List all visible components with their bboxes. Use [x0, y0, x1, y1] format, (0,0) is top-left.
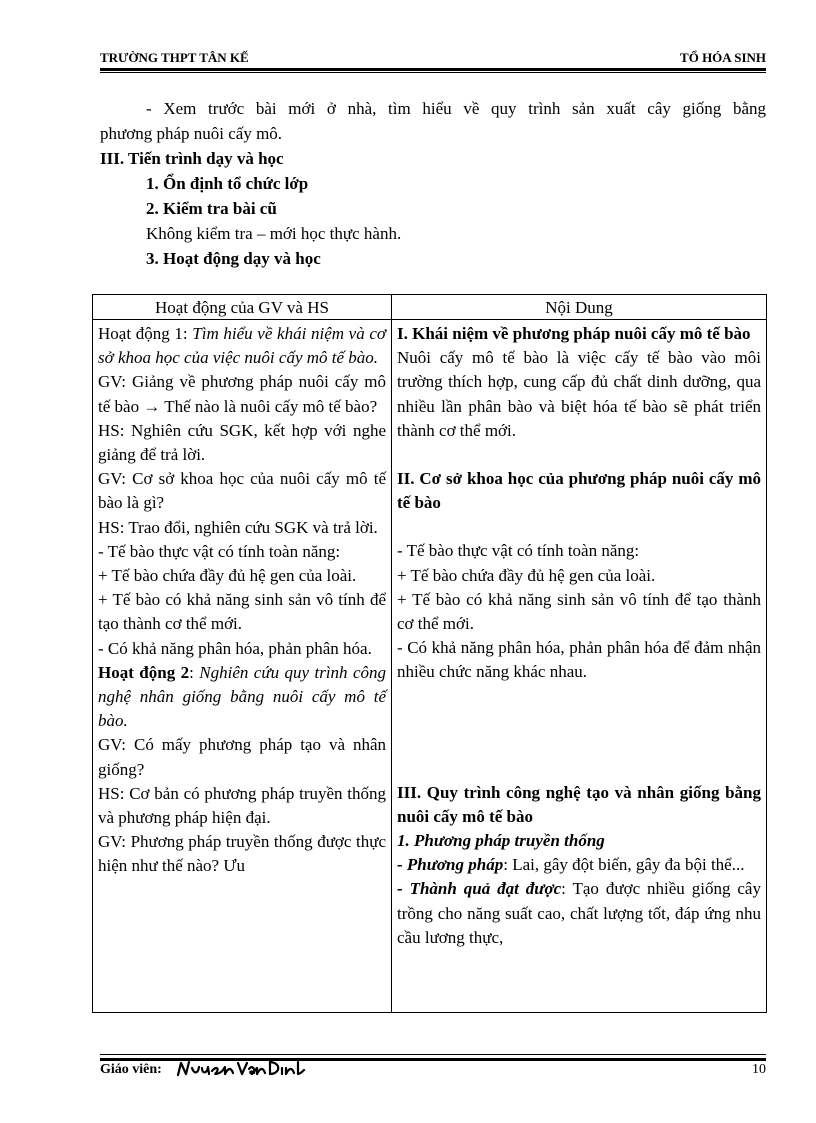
prep-line: - Xem trước bài mới ở nhà, tìm hiểu về quy trình sản xuất cây giống bằng	[146, 99, 766, 118]
teacher-label: Giáo viên:	[100, 1062, 162, 1077]
section-heading: III. Tiến trình dạy và học	[100, 149, 284, 168]
teacher-signature	[176, 1058, 306, 1080]
activities-cell	[93, 320, 392, 1013]
section-3-title: III. Quy trình công nghệ tạo và nhân giống bằng nuôi cấy mô tế bào	[397, 782, 761, 826]
table-row	[93, 320, 767, 1013]
intro-section	[100, 96, 766, 271]
section-1-title: I. Khái niệm về phương pháp nuôi cấy mô tế bào	[397, 324, 751, 343]
list-item: - Có khả năng phân hóa, phản phân hóa để đảm nhận nhiều chức năng khác nhau.	[397, 638, 761, 682]
header-rule	[100, 68, 766, 71]
step-1: 1. Ổn định tổ chức lớp	[146, 174, 309, 193]
list-item: + Tế bào có khả năng sinh sản vô tính để tạo thành cơ thể mới.	[98, 590, 386, 634]
list-item: HS: Trao đổi, nghiên cứu SGK và trả lời.	[98, 517, 378, 537]
step-2-note: Không kiểm tra – mới học thực hành.	[146, 224, 402, 243]
activity-2: Hoạt động 2: Nghiên cứu quy trình công nghệ nhân giống bằng nuôi cấy mô tế bào.	[98, 662, 386, 731]
list-item: GV: Giảng về phương pháp nuôi cấy mô tế bào → Thế nào là nuôi cấy mô tế bào?	[98, 372, 386, 416]
table-header-row	[93, 295, 767, 320]
method-item: - Phương pháp: Lai, gây đột biến, gây đa bội thể...	[397, 855, 745, 875]
activity-1: Hoạt động 1: Tìm hiểu về khái niệm và cơ sở khoa học của việc nuôi cấy mô tế bào.	[98, 324, 387, 368]
step-3: 3. Hoạt động dạy và học	[146, 249, 321, 268]
section-1-body: Nuôi cấy mô tế bào là việc cấy tế bào vào môi trường thích hợp, cung cấp đủ chất dinh dưỡng, qua nhiều lần phân bào và biệt hóa tế bào sẽ phát triển thành cơ thể mới.	[397, 348, 761, 440]
col-header-content: Nội Dung	[392, 295, 767, 320]
result-item: - Thành quả đạt được: Tạo được nhiều giống cây trồng cho năng suất cao, chất lượng tốt, đáp ứng nhu cầu lương thực,	[397, 879, 761, 947]
list-item: + Tế bào chứa đầy đủ hệ gen của loài.	[397, 565, 656, 585]
list-item: - Tế bào thực vật có tính toàn năng:	[98, 541, 341, 561]
school-name: TRƯỜNG THPT TÂN KẾ	[100, 50, 249, 65]
list-item: HS: Nghiên cứu SGK, kết hợp với nghe giảng để trả lời.	[98, 420, 386, 465]
department-name: TỔ HÓA SINH	[680, 50, 766, 65]
list-item: - Có khả năng phân hóa, phản phân hóa.	[98, 638, 372, 658]
list-item: GV: Phương pháp truyền thống được thực hiện như thế nào? Ưu	[98, 832, 386, 876]
list-item: HS: Cơ bản có phương pháp truyền thống và phương pháp hiện đại.	[98, 783, 386, 828]
lesson-table	[92, 294, 767, 1013]
page-number: 10	[752, 1062, 766, 1077]
list-item: + Tế bào có khả năng sinh sản vô tính để tạo thành cơ thể mới.	[397, 589, 761, 634]
footer-rule-thin	[100, 1054, 766, 1055]
list-item: GV: Cơ sở khoa học của nuôi cấy mô tế bào là gì?	[98, 469, 386, 513]
list-item: GV: Có mấy phương pháp tạo và nhân giống?	[98, 735, 386, 779]
prep-line-cont: phương pháp nuôi cấy mô.	[100, 124, 283, 143]
list-item: + Tế bào chứa đầy đủ hệ gen của loài.	[98, 566, 357, 586]
section-2-title: II. Cơ sở khoa học của phương pháp nuôi cấy mô tế bào	[397, 469, 761, 513]
content-cell	[392, 320, 767, 1013]
col-header-activities: Hoạt động của GV và HS	[93, 295, 392, 320]
section-3-sub: 1. Phương pháp truyền thống	[397, 831, 605, 851]
page-header	[100, 50, 766, 68]
header-rule-thin	[100, 72, 766, 73]
list-item: - Tế bào thực vật có tính toàn năng:	[397, 541, 640, 561]
step-2: 2. Kiểm tra bài cũ	[146, 199, 277, 218]
